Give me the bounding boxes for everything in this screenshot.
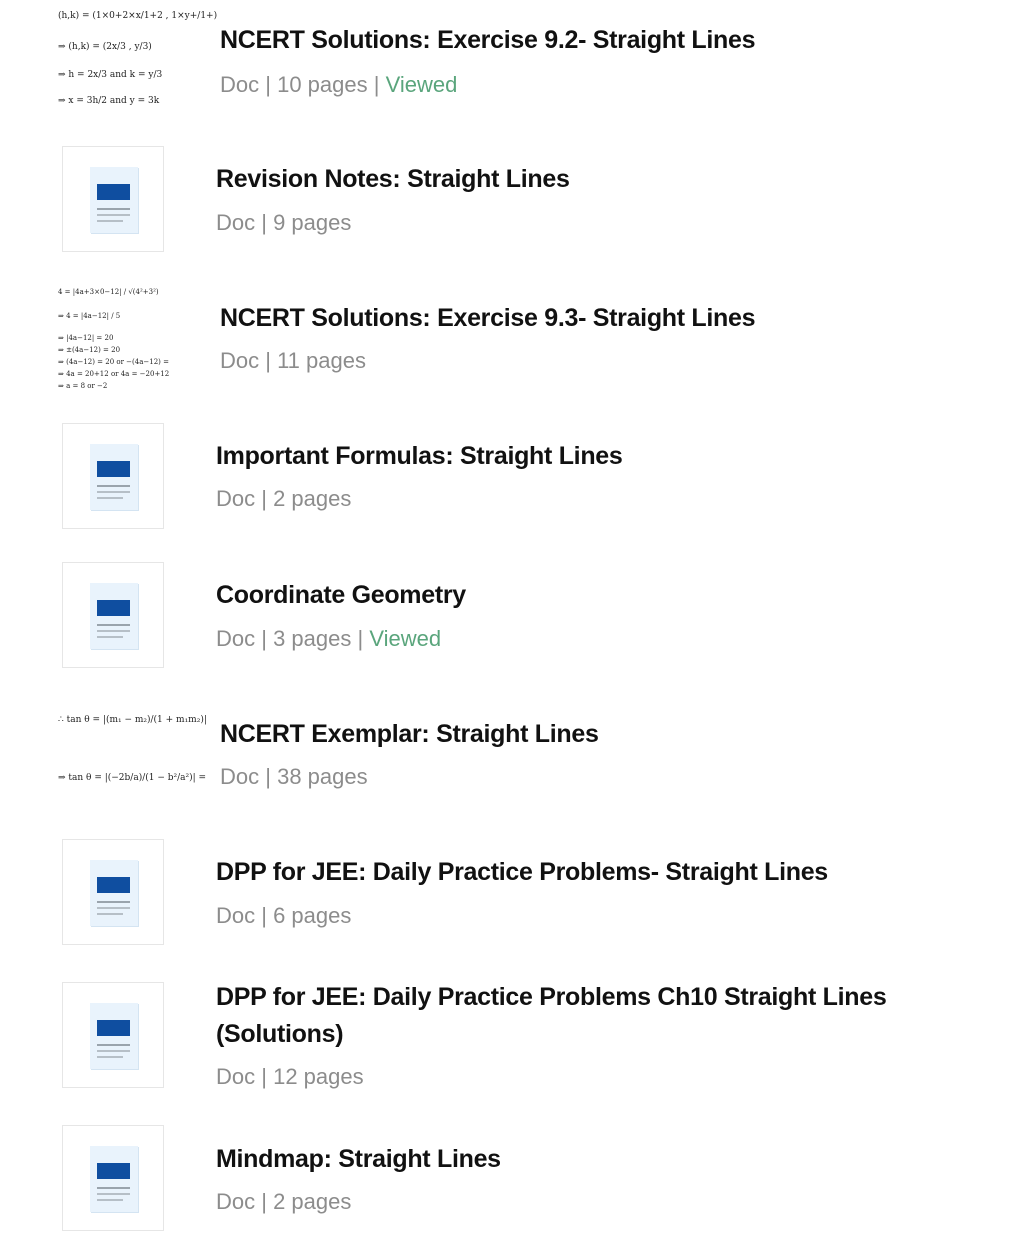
- item-meta: Doc | 2 pages: [216, 486, 352, 511]
- thumb-text: ⇒ a = 8 or −2: [58, 382, 108, 390]
- thumb-text: ⇒ 4 = |4a−12| / 5: [58, 312, 121, 320]
- doc-type: Doc: [216, 626, 256, 651]
- thumb-text: ⇒ (h,k) = (2x/3 , y/3): [58, 42, 152, 52]
- thumb-text: ⇒ ±(4a−12) = 20: [58, 346, 121, 354]
- item-title[interactable]: Mindmap: Straight Lines: [216, 1145, 501, 1173]
- thumbnail-image[interactable]: [58, 6, 218, 116]
- doc-type: Doc: [220, 348, 260, 373]
- doc-type: Doc: [220, 764, 260, 789]
- document-icon[interactable]: [62, 982, 164, 1088]
- thumb-text: ⇒ (4a−12) = 20 or −(4a−12) =: [58, 358, 170, 366]
- doc-type: Doc: [216, 486, 256, 511]
- page-count: 10 pages: [277, 72, 368, 97]
- item-meta: Doc | 9 pages: [216, 210, 352, 235]
- doc-type: Doc: [220, 72, 260, 97]
- item-meta: Doc | 6 pages: [216, 903, 352, 928]
- doc-type: Doc: [216, 903, 256, 928]
- item-title[interactable]: DPP for JEE: Daily Practice Problems Ch10 Straight Lines (Solutions): [216, 983, 887, 1048]
- page-count: 38 pages: [277, 764, 368, 789]
- document-icon[interactable]: [62, 839, 164, 945]
- list-item[interactable]: [0, 0, 1024, 125]
- list-item[interactable]: [0, 833, 1024, 953]
- viewed-badge: Viewed: [369, 626, 442, 651]
- page-count: 6 pages: [273, 903, 352, 928]
- thumb-text: 4 = |4a+3×0−12| / √(4²+3²): [58, 288, 159, 296]
- item-meta: Doc | 3 pages | Viewed: [216, 626, 442, 651]
- thumb-text: ∴ tan θ = |(m₁ − m₂)/(1 + m₁m₂)|: [58, 715, 207, 725]
- item-meta: Doc | 2 pages: [216, 1189, 352, 1214]
- item-title[interactable]: DPP for JEE: Daily Practice Problems- Straight Lines: [216, 858, 828, 886]
- item-meta: Doc | 11 pages: [220, 348, 366, 373]
- thumb-text: ⇒ tan θ = |(−2b/a)/(1 − b²/a²)| =: [58, 773, 207, 783]
- doc-type: Doc: [216, 1064, 256, 1089]
- thumb-text: (h,k) = (1×0+2×x/1+2 , 1×y+/1+): [58, 11, 218, 21]
- thumb-text: ⇒ x = 3h/2 and y = 3k: [58, 96, 160, 106]
- item-title[interactable]: NCERT Solutions: Exercise 9.3- Straight Lines: [220, 304, 756, 332]
- item-title[interactable]: Important Formulas: Straight Lines: [216, 442, 623, 470]
- document-icon[interactable]: [62, 423, 164, 529]
- document-icon[interactable]: [62, 562, 164, 668]
- item-title[interactable]: Coordinate Geometry: [216, 581, 466, 609]
- page-count: 2 pages: [273, 1189, 352, 1214]
- list-item[interactable]: [0, 278, 1024, 403]
- list-item[interactable]: [0, 140, 1024, 260]
- viewed-badge: Viewed: [385, 72, 458, 97]
- thumb-text: ⇒ |4a−12| = 20: [58, 334, 114, 342]
- document-icon[interactable]: [62, 146, 164, 252]
- thumbnail-image[interactable]: [58, 703, 207, 813]
- item-meta: Doc | 10 pages | Viewed: [220, 72, 458, 97]
- list-item[interactable]: [0, 695, 1024, 820]
- doc-type: Doc: [216, 210, 256, 235]
- item-meta: Doc | 38 pages: [220, 764, 368, 789]
- list-item[interactable]: [0, 556, 1024, 676]
- thumb-text: ⇒ 4a = 20+12 or 4a = −20+12: [58, 370, 170, 378]
- item-title[interactable]: NCERT Solutions: Exercise 9.2- Straight Lines: [220, 26, 756, 54]
- page-count: 12 pages: [273, 1064, 364, 1089]
- list-item[interactable]: [0, 976, 1024, 1116]
- list-item[interactable]: [0, 1119, 1024, 1233]
- doc-type: Doc: [216, 1189, 256, 1214]
- page-count: 11 pages: [277, 348, 366, 373]
- page-count: 3 pages: [273, 626, 352, 651]
- thumbnail-image[interactable]: [58, 282, 183, 392]
- item-title[interactable]: Revision Notes: Straight Lines: [216, 165, 570, 193]
- item-meta: Doc | 12 pages: [216, 1064, 364, 1089]
- thumb-text: ⇒ h = 2x/3 and k = y/3: [58, 70, 163, 80]
- document-icon[interactable]: [62, 1125, 164, 1231]
- page-count: 2 pages: [273, 486, 352, 511]
- page-count: 9 pages: [273, 210, 352, 235]
- item-title[interactable]: NCERT Exemplar: Straight Lines: [220, 720, 599, 748]
- list-item[interactable]: [0, 417, 1024, 537]
